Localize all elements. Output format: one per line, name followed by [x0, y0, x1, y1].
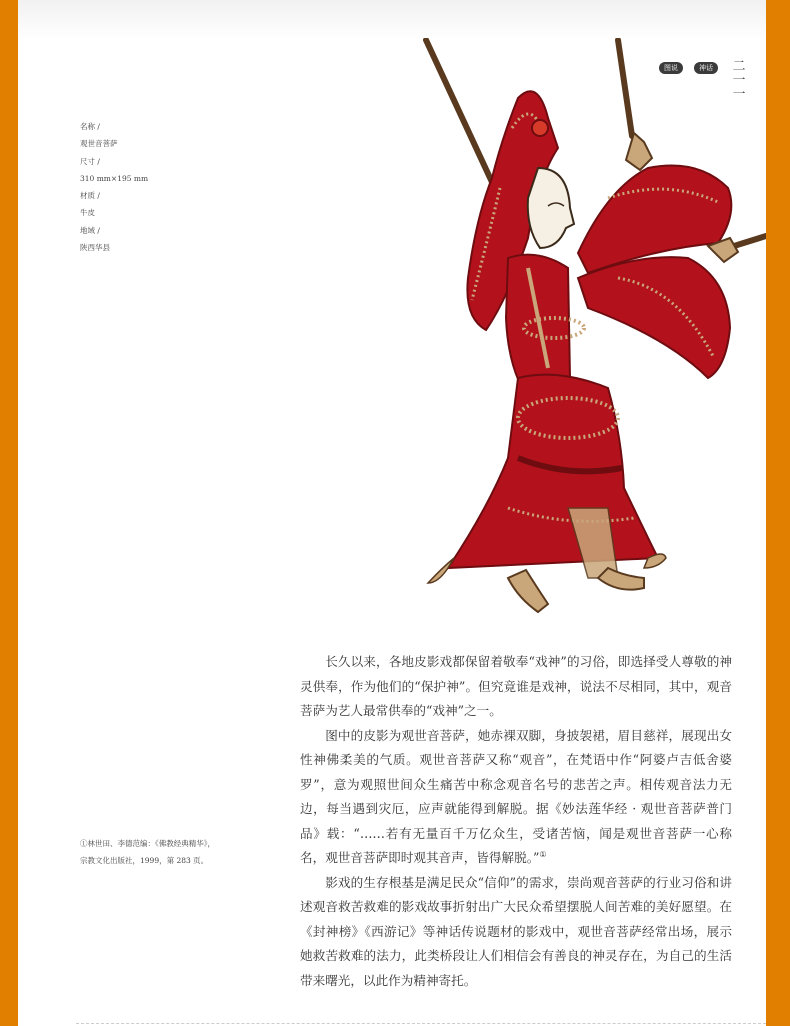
header-tag-shenhua: 神话 [694, 62, 718, 74]
page [18, 0, 766, 1026]
hem-flame [428, 558, 454, 583]
paragraph-text: 图中的皮影为观世音菩萨，她赤裸双脚，身披袈裙，眉目慈祥，展现出女性神佛柔美的气质。观世音菩萨又称“观音”，在梵语中作“阿婆卢吉低舍婆罗”，意为观照世间众生痛苦中称念观音名号的悲苦之声。相传观音法力无边，每当遇到灾厄，应声就能得到解脱。据《妙法莲华经 · 观世音菩萨普门品》载：“……若有无量百千万亿众生，受诸苦恼，闻是观世音菩萨一心称名，观世音菩萨即时观其音声，皆得解脱。” [300, 727, 732, 865]
shadow-puppet-guanyin-image [408, 38, 766, 628]
bare-foot [508, 570, 548, 612]
footnote-marker: ① [539, 849, 547, 859]
footnote-line: 宗教文化出版社，1999，第 283 页。 [80, 856, 209, 865]
paragraph [300, 724, 732, 871]
body-text [300, 650, 732, 993]
footnote [80, 835, 285, 869]
page-top-shadow [18, 0, 766, 40]
name-label: 名称 / [80, 122, 100, 131]
artifact-metadata [80, 118, 148, 256]
control-rod [734, 236, 766, 246]
headdress-flower [532, 120, 548, 136]
page-number-char: 一 [732, 73, 746, 88]
page-bottom-rule [76, 1023, 766, 1024]
page-number-char: 一 [732, 87, 746, 102]
footnote-line: ①林世田、李德范编：《佛教经典精华》， [80, 839, 215, 848]
size-value: 310 mm×195 mm [80, 173, 149, 183]
face [528, 168, 574, 248]
name-value: 观世音菩萨 [80, 139, 118, 149]
sleeve-lower [578, 257, 730, 378]
region-label: 地域 / [80, 225, 100, 235]
size-label: 尺寸 / [80, 156, 100, 166]
sleeve-upper [578, 166, 731, 274]
material-label: 材质 / [80, 191, 100, 201]
header-tag-tushuo: 图说 [659, 62, 683, 74]
region-value: 陕西华县 [80, 243, 110, 253]
bare-foot [598, 568, 644, 590]
robe-skirt [448, 375, 658, 568]
raised-hand [626, 133, 652, 170]
control-rod [618, 40, 632, 136]
paragraph: 影戏的生存根基是满足民众“信仰”的需求，崇尚观音菩萨的行业习俗和讲述观音救苦救难的影戏故事折射出广大民众希望摆脱人间苦难的美好愿望。在《封神榜》《西游记》等神话传说题材的影戏中，观世音菩萨经常出场，展示她救苦救难的法力，此类桥段让人们相信会有善良的神灵存在，为自己的生活带来曙光，以此作为精神寄托。 [300, 874, 732, 988]
paragraph: 长久以来，各地皮影戏都保留着敬奉“戏神”的习俗，即选择受人尊敬的神灵供奉，作为他们的“保护神”。但究竟谁是戏神，说法不尽相同，其中，观音菩萨为艺人最常供奉的“戏神”之一。 [300, 654, 732, 718]
page-number-char: 二 [732, 59, 746, 74]
material-value: 牛皮 [80, 208, 95, 218]
